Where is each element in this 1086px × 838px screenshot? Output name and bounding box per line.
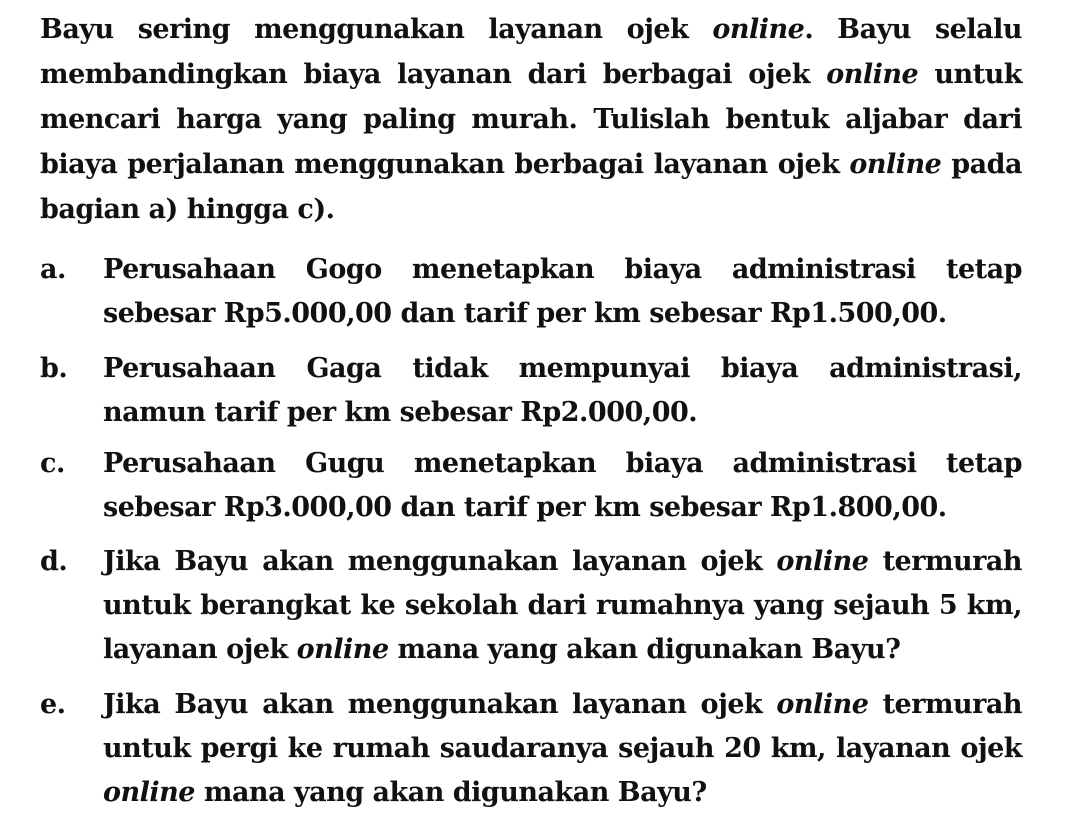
intro-online-term-1: online bbox=[712, 14, 805, 45]
question-e-part-3: mana yang akan digunakan Bayu? bbox=[194, 777, 707, 808]
question-d-part-2: termurah untuk berangkat ke sekolah dari rumahnya yang sejauh 5 km, layanan ojek bbox=[103, 546, 1023, 665]
intro-online-term-3: online bbox=[849, 149, 942, 180]
question-e-online-term-2: online bbox=[103, 777, 195, 808]
worksheet-page bbox=[40, 0, 1022, 838]
intro-online-term-2: online bbox=[826, 59, 919, 90]
question-e-online-term-1: online bbox=[776, 689, 869, 720]
question-d-part-1: Jika Bayu akan menggunakan layanan ojek bbox=[103, 546, 777, 577]
question-d-part-3: mana yang akan digunakan Bayu? bbox=[388, 634, 901, 665]
question-marker-b: b. bbox=[40, 353, 68, 384]
question-marker-d: d. bbox=[40, 546, 68, 577]
intro-text-part-3: untuk mencari harga yang paling murah. Tulislah bentuk aljabar dari biaya perjalanan menggunakan berbagai layanan ojek bbox=[40, 59, 1022, 180]
question-d-online-term-2: online bbox=[296, 634, 389, 665]
question-text-b: Perusahaan Gaga tidak mempunyai biaya administrasi, namun tarif per km sebesar Rp2.000,00. bbox=[103, 353, 1022, 428]
question-marker-e: e. bbox=[40, 689, 66, 720]
question-item-c bbox=[40, 442, 1022, 530]
intro-text-part-4: pada bagian a) hingga c). bbox=[40, 149, 1022, 225]
question-item-b bbox=[40, 347, 1022, 435]
question-d-online-term-1: online bbox=[776, 546, 869, 577]
question-text-e bbox=[103, 683, 1022, 815]
intro-text-part-1: Bayu sering menggunakan layanan ojek bbox=[40, 14, 713, 45]
question-text-d bbox=[103, 540, 1022, 672]
intro-text-part-2: . Bayu selalu membandingkan biaya layanan dari berbagai ojek bbox=[40, 14, 1022, 90]
question-e-part-2: termurah untuk pergi ke rumah saudaranya sejauh 20 km, layanan ojek bbox=[103, 689, 1023, 764]
question-text-a: Perusahaan Gogo menetapkan biaya administrasi tetap sebesar Rp5.000,00 dan tarif per km sebesar Rp1.500,00. bbox=[103, 254, 1022, 329]
question-marker-a: a. bbox=[40, 254, 66, 285]
problem-intro bbox=[40, 7, 1022, 232]
question-marker-c: c. bbox=[40, 448, 65, 479]
question-e-part-1: Jika Bayu akan menggunakan layanan ojek bbox=[103, 689, 777, 720]
question-text-c: Perusahaan Gugu menetapkan biaya administrasi tetap sebesar Rp3.000,00 dan tarif per km sebesar Rp1.800,00. bbox=[103, 448, 1022, 523]
question-item-a bbox=[40, 248, 1022, 336]
question-item-d bbox=[40, 540, 1022, 672]
question-item-e bbox=[40, 683, 1022, 815]
